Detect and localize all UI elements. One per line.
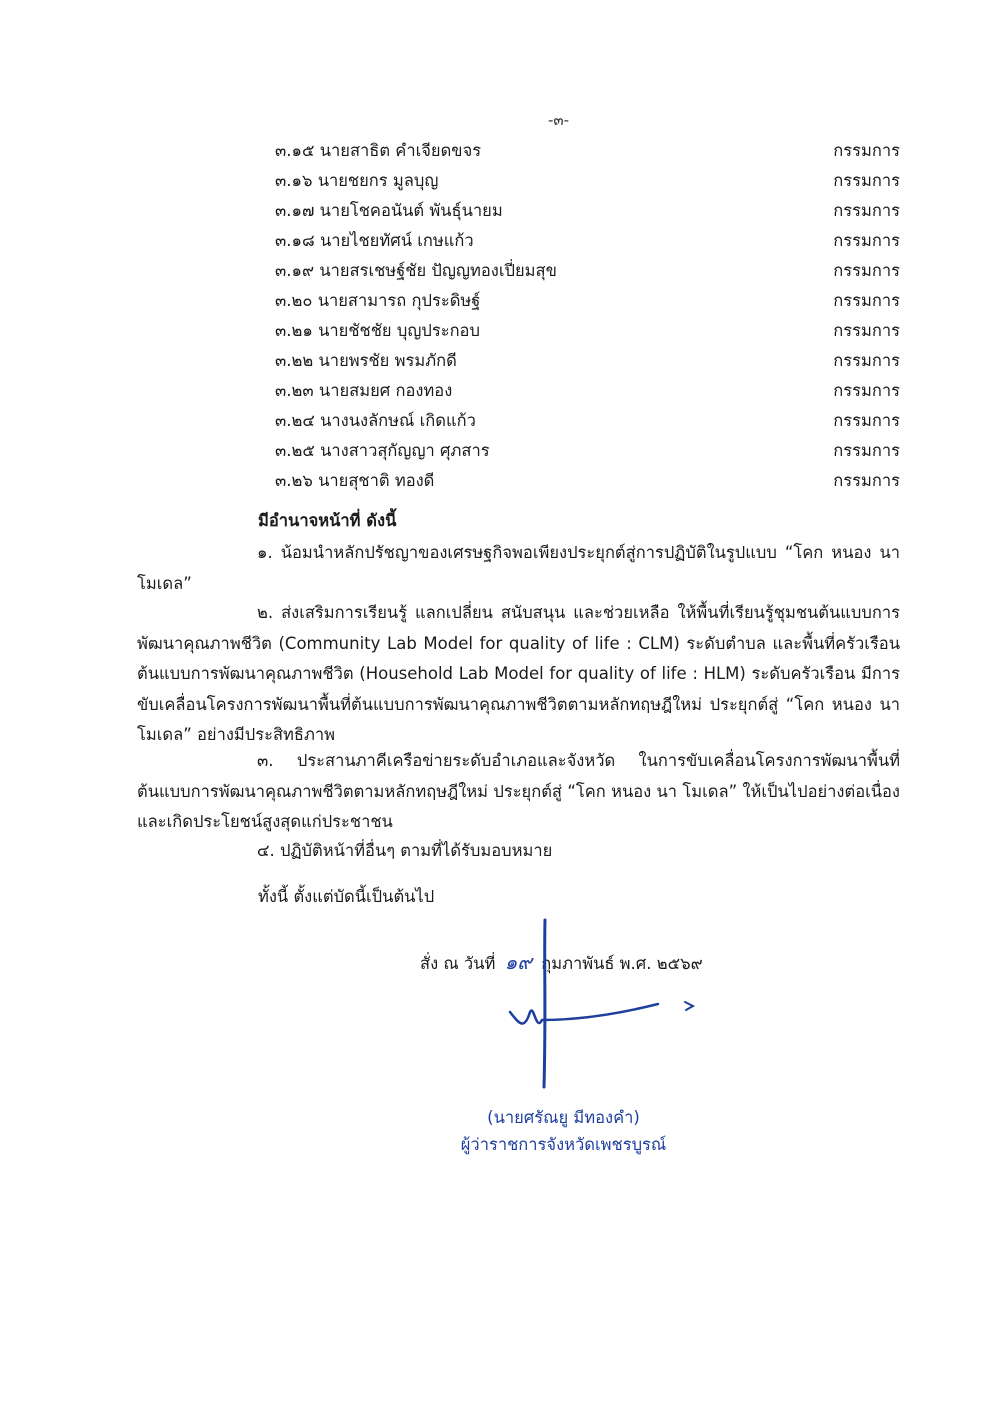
member-row	[275, 374, 900, 404]
member-row	[275, 314, 900, 344]
member-row	[275, 164, 900, 194]
member-name: ๓.๒๓ นายสมยศ กองทอง	[275, 381, 453, 400]
member-role: กรรมการ	[833, 351, 900, 370]
member-role: กรรมการ	[833, 201, 900, 220]
committee-member-list	[275, 134, 900, 494]
member-row	[275, 134, 900, 164]
member-role: กรรมการ	[833, 261, 900, 280]
member-row	[275, 464, 900, 494]
member-name: ๓.๑๙ นายสรเชษฐ์ชัย ปัญญทองเปี่ยมสุข	[275, 261, 557, 280]
member-name: ๓.๒๒ นายพรชัย พรมภักดี	[275, 351, 457, 370]
member-name: ๓.๒๐ นายสามารถ กุประดิษฐ์	[275, 291, 481, 310]
signer-block	[456, 1104, 671, 1158]
duties-heading: มีอำนาจหน้าที่ ดังนี้	[258, 511, 397, 530]
duty-text: ๒. ส่งเสริมการเรียนรู้ แลกเปลี่ยน สนับสนุน และช่วยเหลือ ให้พื้นที่เรียนรู้ชุมชนต้นแบบการพัฒนาคุณภาพชีวิต (Community Lab Model for quality of life : CLM) ระดับตำบล และพื้นที่ครัวเรือนต้นแบบการพัฒนาคุณภาพชีวิต (Household Lab Model for quality of life : HLM) ระดับครัวเรือน มีการขับเคลื่อนโครงการพัฒนาพื้นที่ต้นแบบการพัฒนาคุณภาพชีวิตตามหลักทฤษฎีใหม่ ประยุกต์สู่ “โคก หนอง นา โมเดล” อย่างมีประสิทธิภาพ	[137, 603, 900, 744]
duty-paragraph	[137, 836, 900, 867]
member-name: ๓.๑๕ นายสาธิต คำเจียดขจร	[275, 141, 482, 160]
signer-name: (นายศรัณยู มีทองคำ)	[487, 1108, 640, 1127]
member-name: ๓.๒๔ นางนงลักษณ์ เกิดแก้ว	[275, 411, 476, 430]
handwritten-signature	[500, 912, 710, 1102]
member-row	[275, 254, 900, 284]
member-name: ๓.๑๘ นายไชยทัศน์ เกษแก้ว	[275, 231, 474, 250]
member-role: กรรมการ	[833, 441, 900, 460]
date-day: ๑๙	[504, 950, 532, 974]
date-prefix: สั่ง ณ วันที่	[420, 954, 496, 973]
member-row	[275, 434, 900, 464]
member-name: ๓.๒๕ นางสาวสุกัญญา ศุภสาร	[275, 441, 490, 460]
duty-paragraph	[137, 598, 900, 751]
duty-text: ๓. ประสานภาคีเครือข่ายระดับอำเภอและจังหวัด ในการขับเคลื่อนโครงการพัฒนาพื้นที่ต้นแบบการพัฒนาคุณภาพชีวิตตามหลักทฤษฎีใหม่ ประยุกต์สู่ “โคก หนอง นา โมเดล” ให้เป็นไปอย่างต่อเนื่องและเกิดประโยชน์สูงสุดแก่ประชาชน	[137, 751, 900, 831]
member-role: กรรมการ	[833, 291, 900, 310]
duty-paragraph	[137, 538, 900, 599]
date-month-year: กุมภาพันธ์ พ.ศ. ๒๕๖๙	[541, 954, 703, 973]
member-role: กรรมการ	[833, 171, 900, 190]
member-name: ๓.๒๑ นายชัชชัย บุญประกอบ	[275, 321, 480, 340]
member-role: กรรมการ	[833, 411, 900, 430]
member-name: ๓.๑๗ นายโชคอนันต์ พันธุ์นายม	[275, 201, 503, 220]
member-row	[275, 284, 900, 314]
member-row	[275, 224, 900, 254]
member-name: ๓.๑๖ นายชยกร มูลบุญ	[275, 171, 439, 190]
member-row	[275, 194, 900, 224]
signer-title: ผู้ว่าราชการจังหวัดเพชรบูรณ์	[460, 1135, 667, 1154]
duty-text: ๔. ปฏิบัติหน้าที่อื่นๆ ตามที่ได้รับมอบหมาย	[257, 841, 553, 860]
page-number: -๓-	[548, 111, 570, 129]
duty-paragraph	[137, 746, 900, 838]
member-role: กรรมการ	[833, 141, 900, 160]
member-name: ๓.๒๖ นายสุชาติ ทองดี	[275, 471, 435, 490]
member-role: กรรมการ	[833, 321, 900, 340]
member-role: กรรมการ	[833, 231, 900, 250]
member-role: กรรมการ	[833, 381, 900, 400]
member-role: กรรมการ	[833, 471, 900, 490]
member-row	[275, 344, 900, 374]
effective-clause: ทั้งนี้ ตั้งแต่บัดนี้เป็นต้นไป	[258, 887, 435, 906]
duty-text: ๑. น้อมนำหลักปรัชญาของเศรษฐกิจพอเพียงประยุกต์สู่การปฏิบัติในรูปแบบ “โคก หนอง นา โมเดล”	[137, 543, 900, 593]
member-row	[275, 404, 900, 434]
